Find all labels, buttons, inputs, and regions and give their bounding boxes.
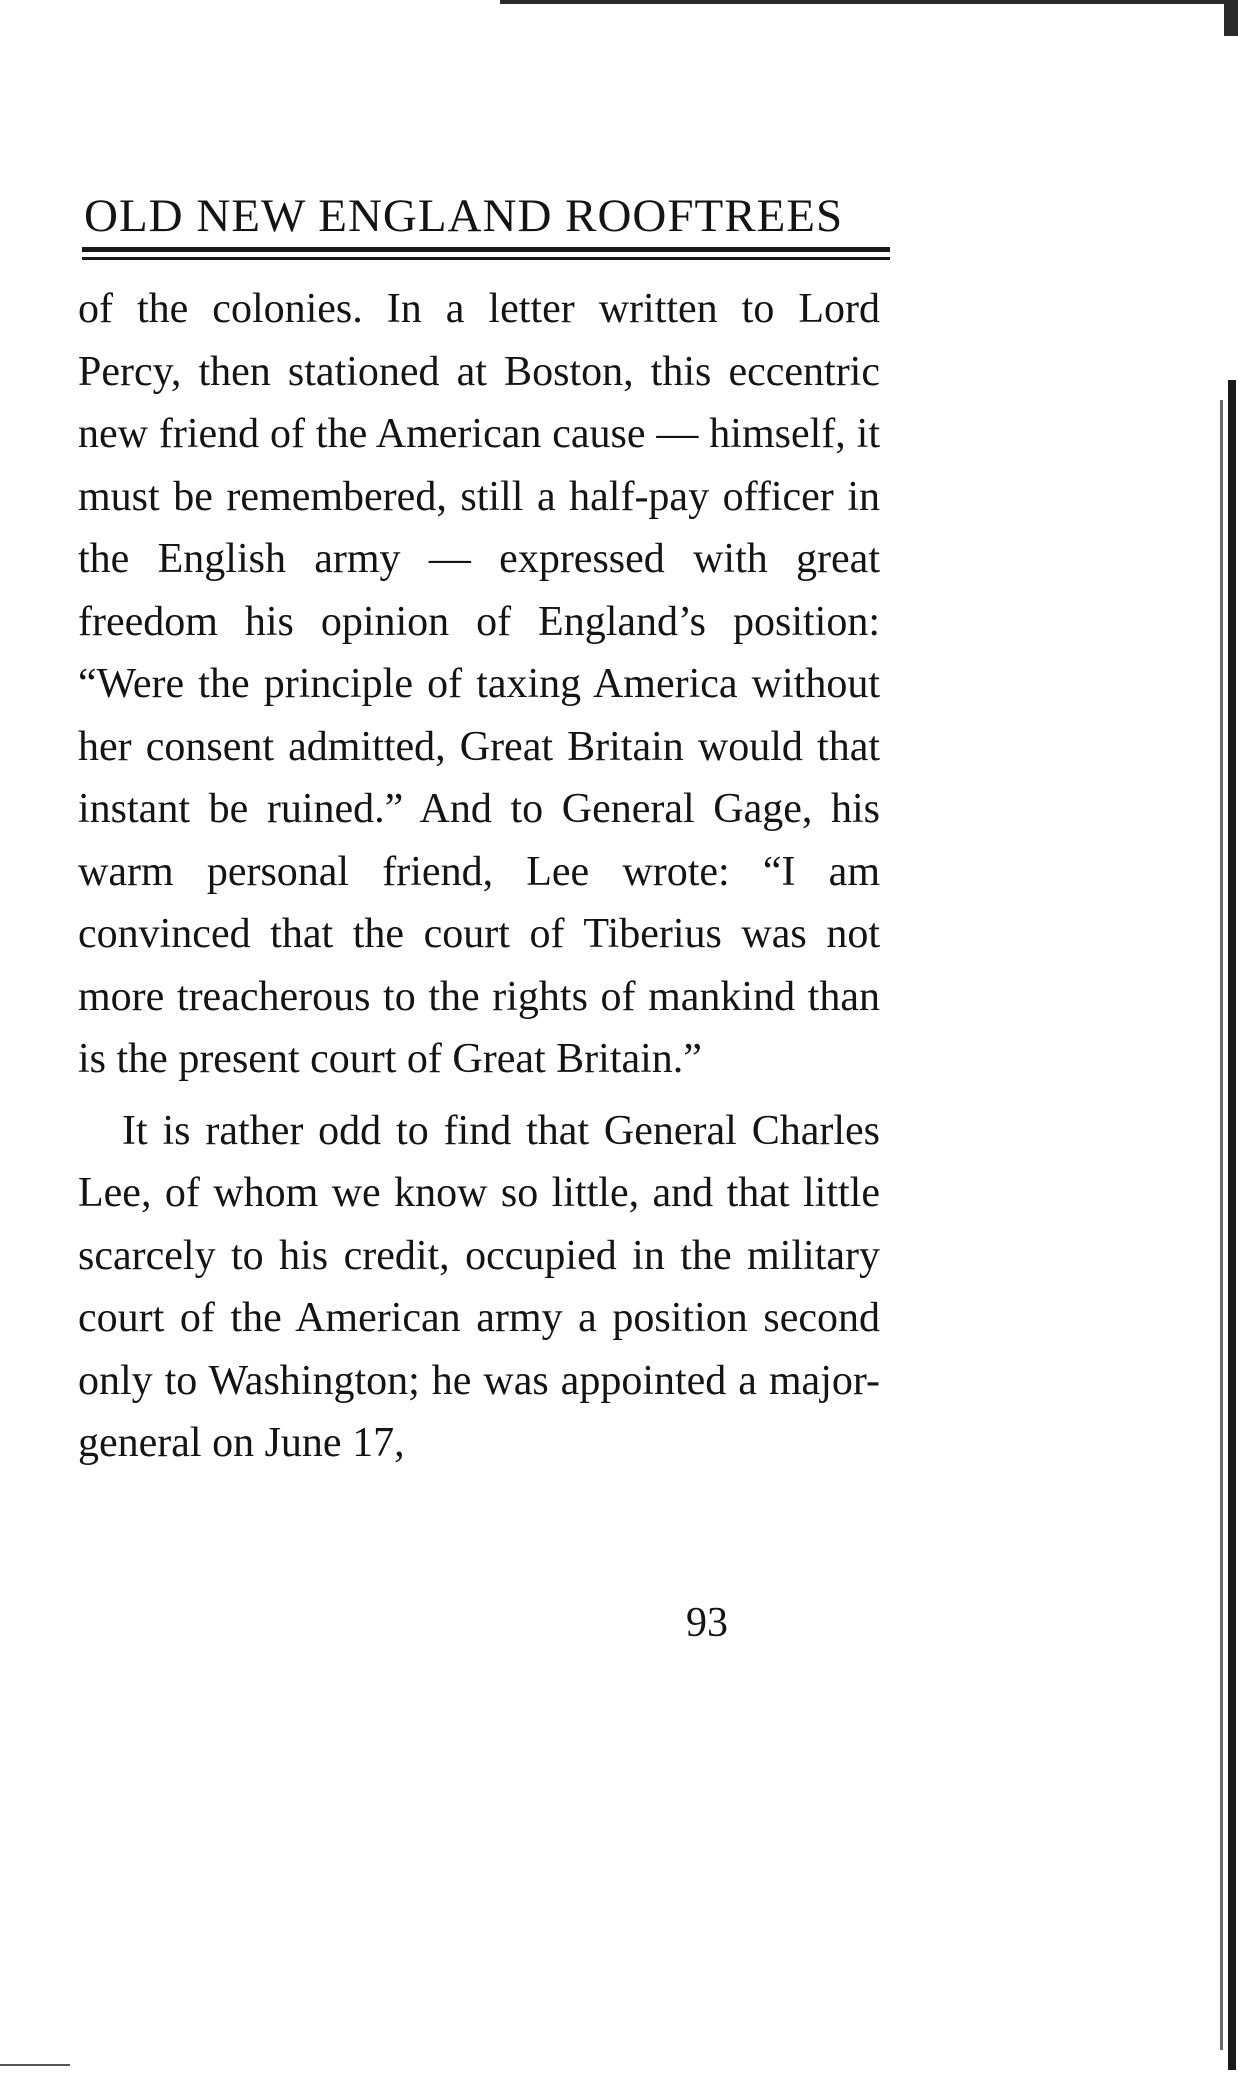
page-top-edge — [500, 0, 1238, 4]
header-rule-thick — [82, 247, 890, 252]
header-rule-thin — [82, 257, 890, 260]
running-head: OLD NEW ENGLAND ROOFTREES — [84, 190, 844, 242]
paragraph: of the colonies. In a letter written to Lord Percy, then stationed at Boston, this eccentric new friend of the American cause — himself, it must be remembered, still a half-pay officer in the English army — expressed with great freedom his opinion of England’s position: “Were the principle of taxing America without her consent admitted, Great Britain would that instant be ruined.” And to General Gage, his warm personal friend, Lee wrote: “I am convinced that the court of Tiberius was not more treacherous to the rights of mankind than is the present court of Great Britain.” — [78, 286, 880, 1082]
page-binding-edge — [1228, 380, 1236, 2070]
body-text — [78, 278, 880, 1475]
paragraph: It is rather odd to find that General Charles Lee, of whom we know so little, and that little scarcely to his credit, occupied in the military court of the American army a position second only to Washington; he was appointed a major-general on June 17, — [78, 1107, 880, 1466]
page-corner-mark — [1224, 0, 1238, 36]
page-number: 93 — [686, 1600, 728, 1646]
page-binding-shadow — [1220, 400, 1223, 2050]
page-bottom-speck — [0, 2064, 70, 2066]
